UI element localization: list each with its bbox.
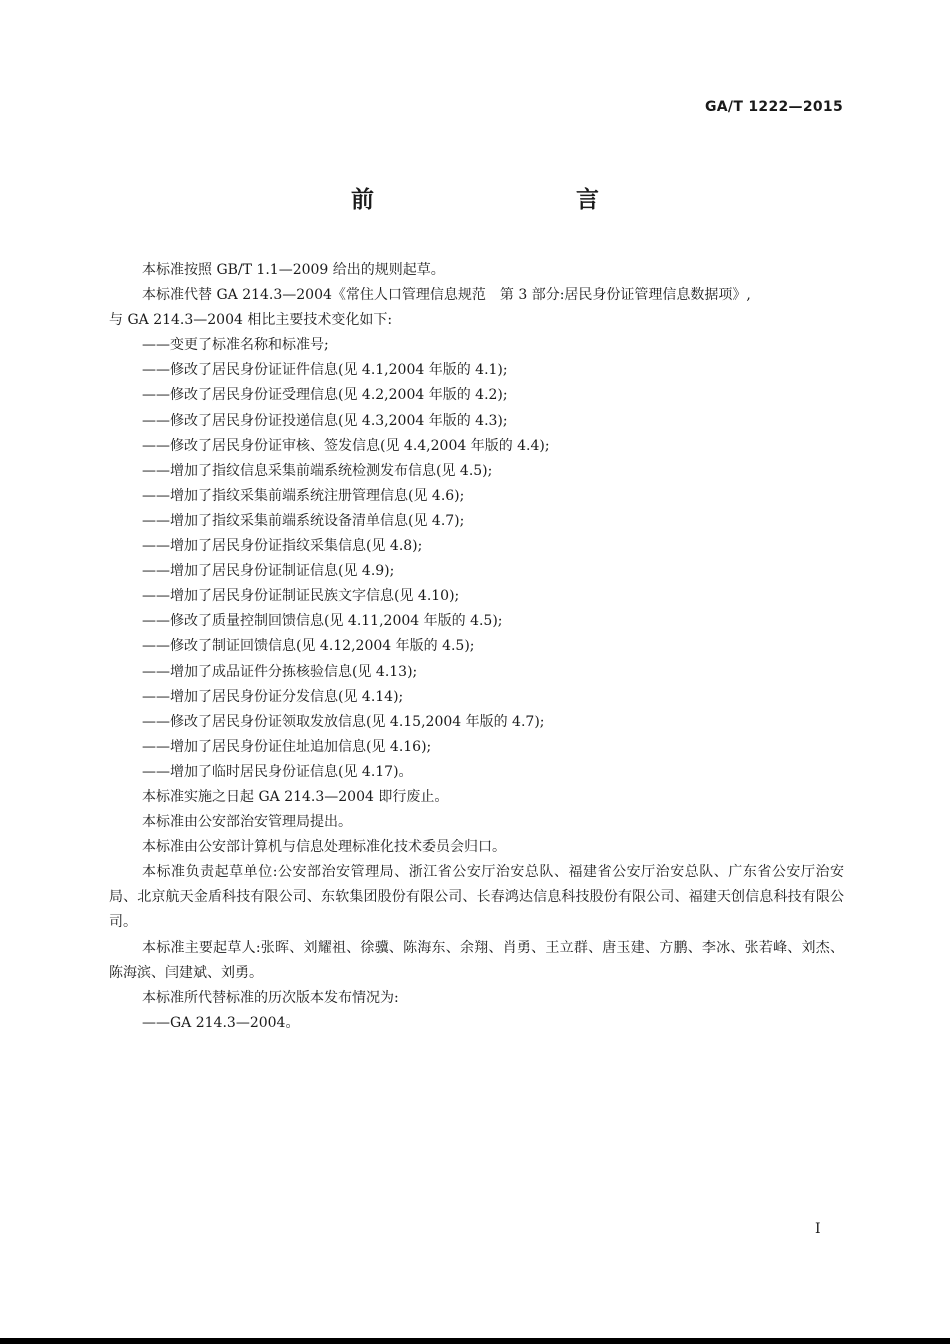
change-item: ——变更了标准名称和标准号;	[142, 337, 329, 354]
history-item: ——GA 214.3—2004。	[142, 1014, 300, 1031]
change-item: ——修改了质量控制回馈信息(见 4.11,2004 年版的 4.5);	[142, 613, 503, 630]
change-item: ——修改了居民身份证受理信息(见 4.2,2004 年版的 4.2);	[142, 387, 508, 404]
change-item: ——增加了居民身份证制证信息(见 4.9);	[142, 563, 395, 580]
page-number: I	[815, 1221, 821, 1237]
paragraph-proposer: 本标准由公安部治安管理局提出。	[142, 814, 352, 831]
change-item: ——增加了成品证件分拣核验信息(见 4.13);	[142, 663, 418, 680]
change-item: ——增加了居民身份证制证民族文字信息(见 4.10);	[142, 588, 460, 605]
paragraph-drafting-units: 本标准负责起草单位:公安部治安管理局、浙江省公安厅治安总队、福建省公安厅治安总队、广东省公安厅治安局、北京航天金盾科技有限公司、东软集团股份有限公司、长春鸿达信息科技股份有限公司、福建天创信息科技有限公司。	[109, 864, 844, 931]
change-item: ——增加了居民身份证分发信息(见 4.14);	[142, 688, 404, 705]
bottom-edge-line	[0, 1338, 950, 1344]
change-item: ——增加了指纹采集前端系统设备清单信息(见 4.7);	[142, 512, 465, 529]
page-title: 前 言	[351, 187, 651, 213]
change-list	[109, 333, 844, 785]
change-item: ——修改了居民身份证投递信息(见 4.3,2004 年版的 4.3);	[142, 412, 508, 429]
change-item: ——增加了居民身份证指纹采集信息(见 4.8);	[142, 538, 423, 555]
change-item: ——修改了制证回馈信息(见 4.12,2004 年版的 4.5);	[142, 638, 475, 655]
paragraph-abolish: 本标准实施之日起 GA 214.3—2004 即行废止。	[142, 788, 449, 805]
paragraph-drafters: 本标准主要起草人:张晖、刘耀祖、徐骥、陈海东、余翔、肖勇、王立群、唐玉建、方鹏、李冰、张若峰、刘杰、陈海滨、闫建斌、刘勇。	[109, 939, 844, 981]
paragraph-committee: 本标准由公安部计算机与信息处理标准化技术委员会归口。	[142, 839, 506, 856]
change-item: ——增加了临时居民身份证信息(见 4.17)。	[142, 763, 413, 780]
foreword-body	[109, 258, 844, 1036]
change-item: ——增加了指纹信息采集前端系统检测发布信息(见 4.5);	[142, 462, 493, 479]
change-item: ——增加了指纹采集前端系统注册管理信息(见 4.6);	[142, 487, 465, 504]
standard-code: GA/T 1222—2015	[705, 99, 843, 115]
change-item: ——增加了居民身份证住址追加信息(见 4.16);	[142, 738, 432, 755]
paragraph-replacement-line-1: 本标准代替 GA 214.3—2004《常住人口管理信息规范 第 3 部分:居民身份证管理信息数据项》,	[142, 287, 751, 304]
change-item: ——修改了居民身份证领取发放信息(见 4.15,2004 年版的 4.7);	[142, 713, 545, 730]
change-item: ——修改了居民身份证证件信息(见 4.1,2004 年版的 4.1);	[142, 362, 508, 379]
paragraph-replacement-line-2: 与 GA 214.3—2004 相比主要技术变化如下:	[109, 312, 393, 329]
paragraph-drafting-rules: 本标准按照 GB/T 1.1—2009 给出的规则起草。	[142, 262, 445, 278]
change-item: ——修改了居民身份证审核、签发信息(见 4.4,2004 年版的 4.4);	[142, 437, 550, 454]
paragraph-history-intro: 本标准所代替标准的历次版本发布情况为:	[142, 989, 399, 1006]
